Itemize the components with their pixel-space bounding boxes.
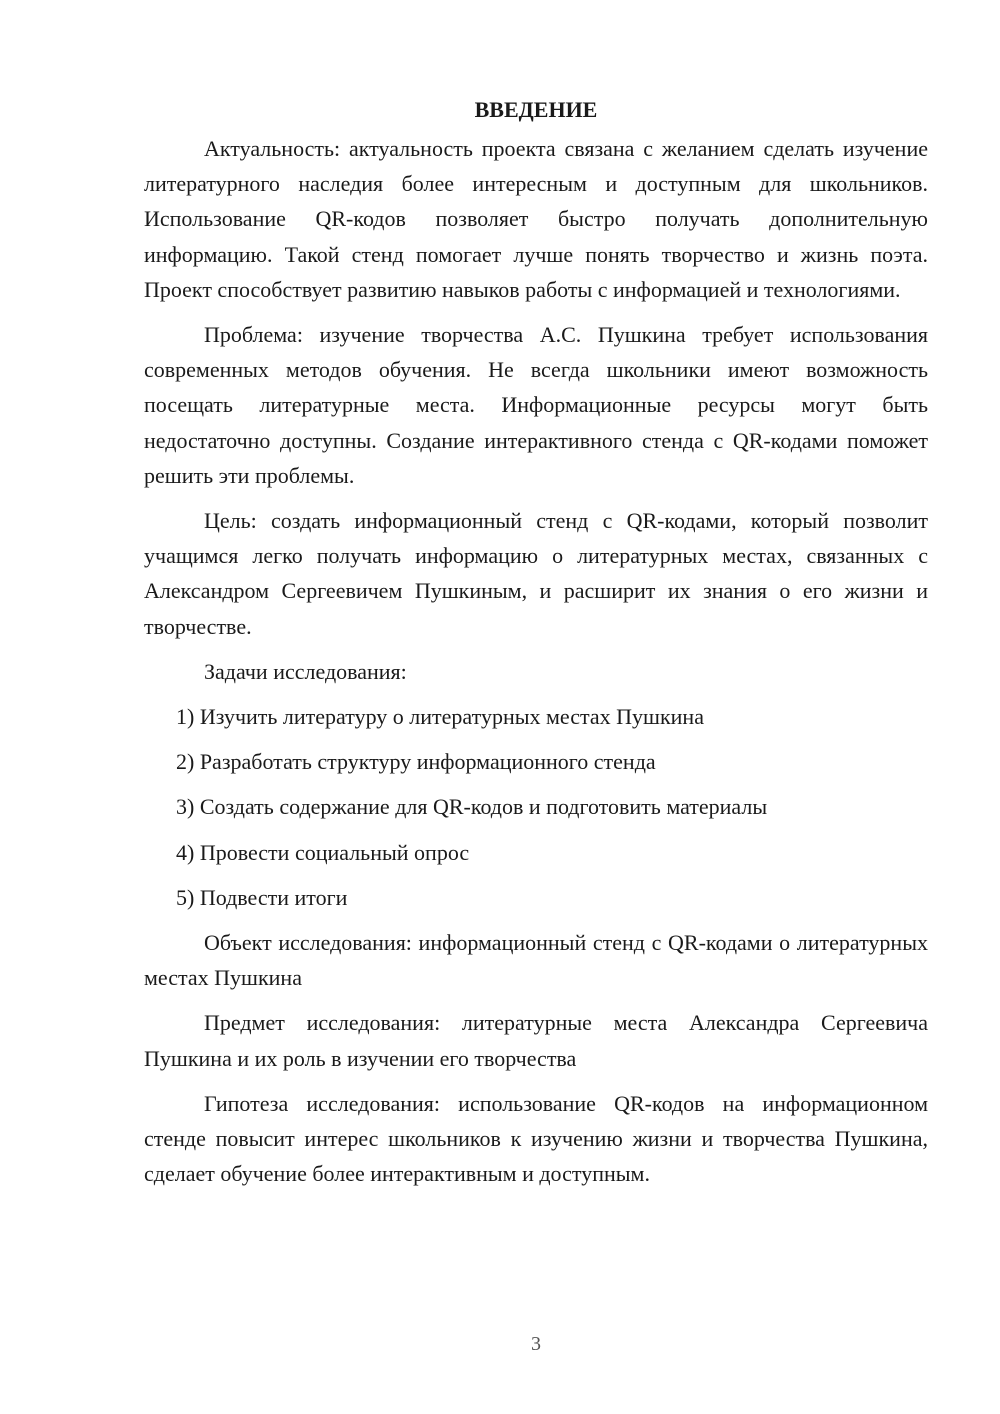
list-item: 5) Подвести итоги (176, 884, 348, 910)
paragraph-tasks-heading: Задачи исследования: (204, 658, 407, 684)
list-item: 3) Создать содержание для QR-кодов и подготовить материалы (176, 794, 768, 820)
paragraph-hypothesis: Гипотеза исследования: использование QR-кодов на информационном стенде повысит интерес школьников к изучению жизни и творчества Пушкина, сделает обучение более интерактивным и доступным. (144, 1090, 928, 1187)
list-item: 1) Изучить литературу о литературных местах Пушкина (176, 704, 704, 730)
tasks-list (144, 699, 928, 915)
paragraph-object: Объект исследования: информационный стенд с QR-кодами о литературных местах Пушкина (144, 930, 928, 991)
paragraph-subject: Предмет исследования: литературные места Александра Сергеевича Пушкина и их роль в изучении его творчества (144, 1010, 928, 1071)
paragraph-relevance: Актуальность: актуальность проекта связана с желанием сделать изучение литературного наследия более интересным и доступным для школьников. Использование QR-кодов позволяет быстро получать дополнительную информацию. Такой стенд помогает лучше понять творчество и жизнь поэта. Проект способствует развитию навыков работы с информацией и технологиями. (144, 136, 928, 302)
page-number: 3 (531, 1333, 541, 1355)
paragraph-goal: Цель: создать информационный стенд с QR-кодами, который позволит учащимся легко получать информацию о литературных местах, связанных с Александром Сергеевичем Пушкиным, и расширит их знания о его жизни и творчестве. (144, 508, 928, 639)
page-content (144, 92, 928, 1201)
list-item: 2) Разработать структуру информационного стенда (176, 749, 656, 775)
list-item: 4) Провести социальный опрос (176, 839, 470, 865)
section-title: ВВЕДЕНИЕ (474, 97, 598, 122)
paragraph-problem: Проблема: изучение творчества А.С. Пушкина требует использования современных методов обучения. Не всегда школьники имеют возможность посещать литературные места. Информационные ресурсы могут быть недостаточно доступны. Создание интерактивного стенда с QR-кодами поможет решить эти проблемы. (144, 322, 928, 488)
